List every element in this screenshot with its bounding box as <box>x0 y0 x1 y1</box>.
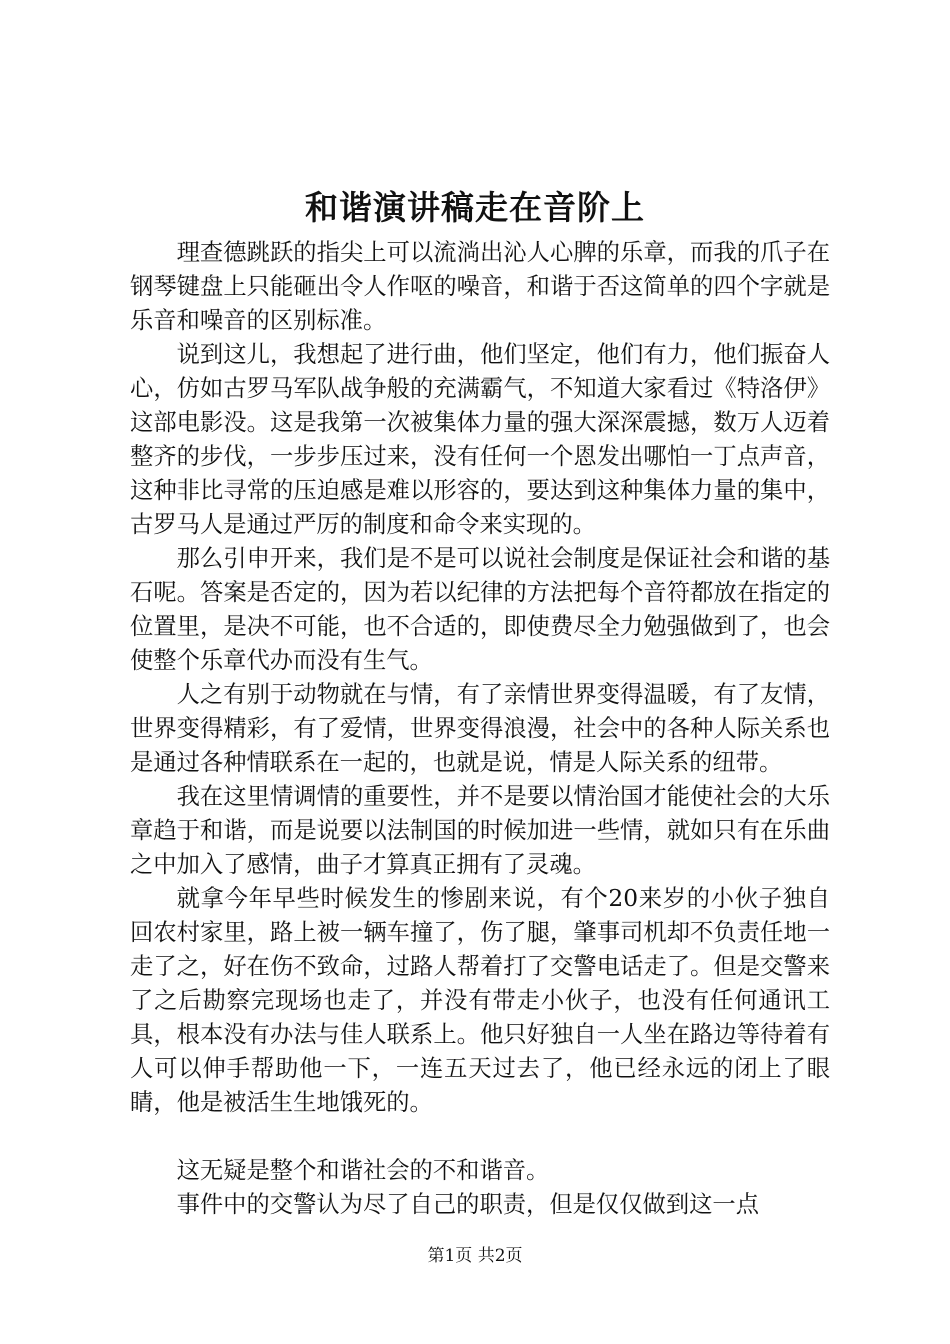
paragraph-4: 人之有别于动物就在与情，有了亲情世界变得温暖，有了友情，世界变得精彩，有了爱情，世界变得浪漫，社会中的各种人际关系也是通过各种情联系在一起的，也就是说，情是人际关系的纽带。 <box>130 681 830 776</box>
paragraph-8: 事件中的交警认为尽了自己的职责，但是仅仅做到这一点 <box>176 1191 760 1218</box>
document-title: 和谐演讲稿走在音阶上 <box>305 188 645 227</box>
document-body <box>130 236 830 1222</box>
paragraph-2: 说到这儿，我想起了进行曲，他们坚定，他们有力，他们振奋人心，仿如古罗马军队战争般的充满霸气，不知道大家看过《特洛伊》这部电影没。这是我第一次被集体力量的强大深深震撼，数万人迈着整齐的步伐，一步步压过来，没有任何一个恩发出哪怕一丁点声音，这种非比寻常的压迫感是难以形容的，要达到这种集体力量的集中，古罗马人是通过严厉的制度和命令来实现的。 <box>130 341 830 538</box>
paragraph-6: 就拿今年早些时候发生的惨剧来说，有个20来岁的小伙子独自回农村家里，路上被一辆车撞了，伤了腿，肇事司机却不负责任地一走了之，好在伤不致命，过路人帮着打了交警电话走了。但是交警来了之后勘察完现场也走了，并没有带走小伙子，也没有任何通讯工具，根本没有办法与佳人联系上。他只好独自一人坐在路边等待着有人可以伸手帮助他一下，一连五天过去了，他已经永远的闭上了眼睛，他是被活生生地饿死的。 <box>130 885 830 1116</box>
paragraph-5: 我在这里情调情的重要性，并不是要以情治国才能使社会的大乐章趋于和谐，而是说要以法制国的时候加进一些情，就如只有在乐曲之中加入了感情，曲子才算真正拥有了灵魂。 <box>130 783 830 878</box>
page-number-footer: 第1页 共2页 <box>427 1246 523 1266</box>
paragraph-1: 理查德跳跃的指尖上可以流淌出沁人心脾的乐章，而我的爪子在钢琴键盘上只能砸出令人作呕的噪音，和谐于否这简单的四个字就是乐音和噪音的区别标准。 <box>130 239 830 334</box>
paragraph-7: 这无疑是整个和谐社会的不和谐音。 <box>176 1157 550 1184</box>
paragraph-3: 那么引申开来，我们是不是可以说社会制度是保证社会和谐的基石呢。答案是否定的，因为若以纪律的方法把每个音符都放在指定的位置里，是决不可能，也不合适的，即使费尽全力勉强做到了，也会使整个乐章代办而没有生气。 <box>130 545 830 674</box>
